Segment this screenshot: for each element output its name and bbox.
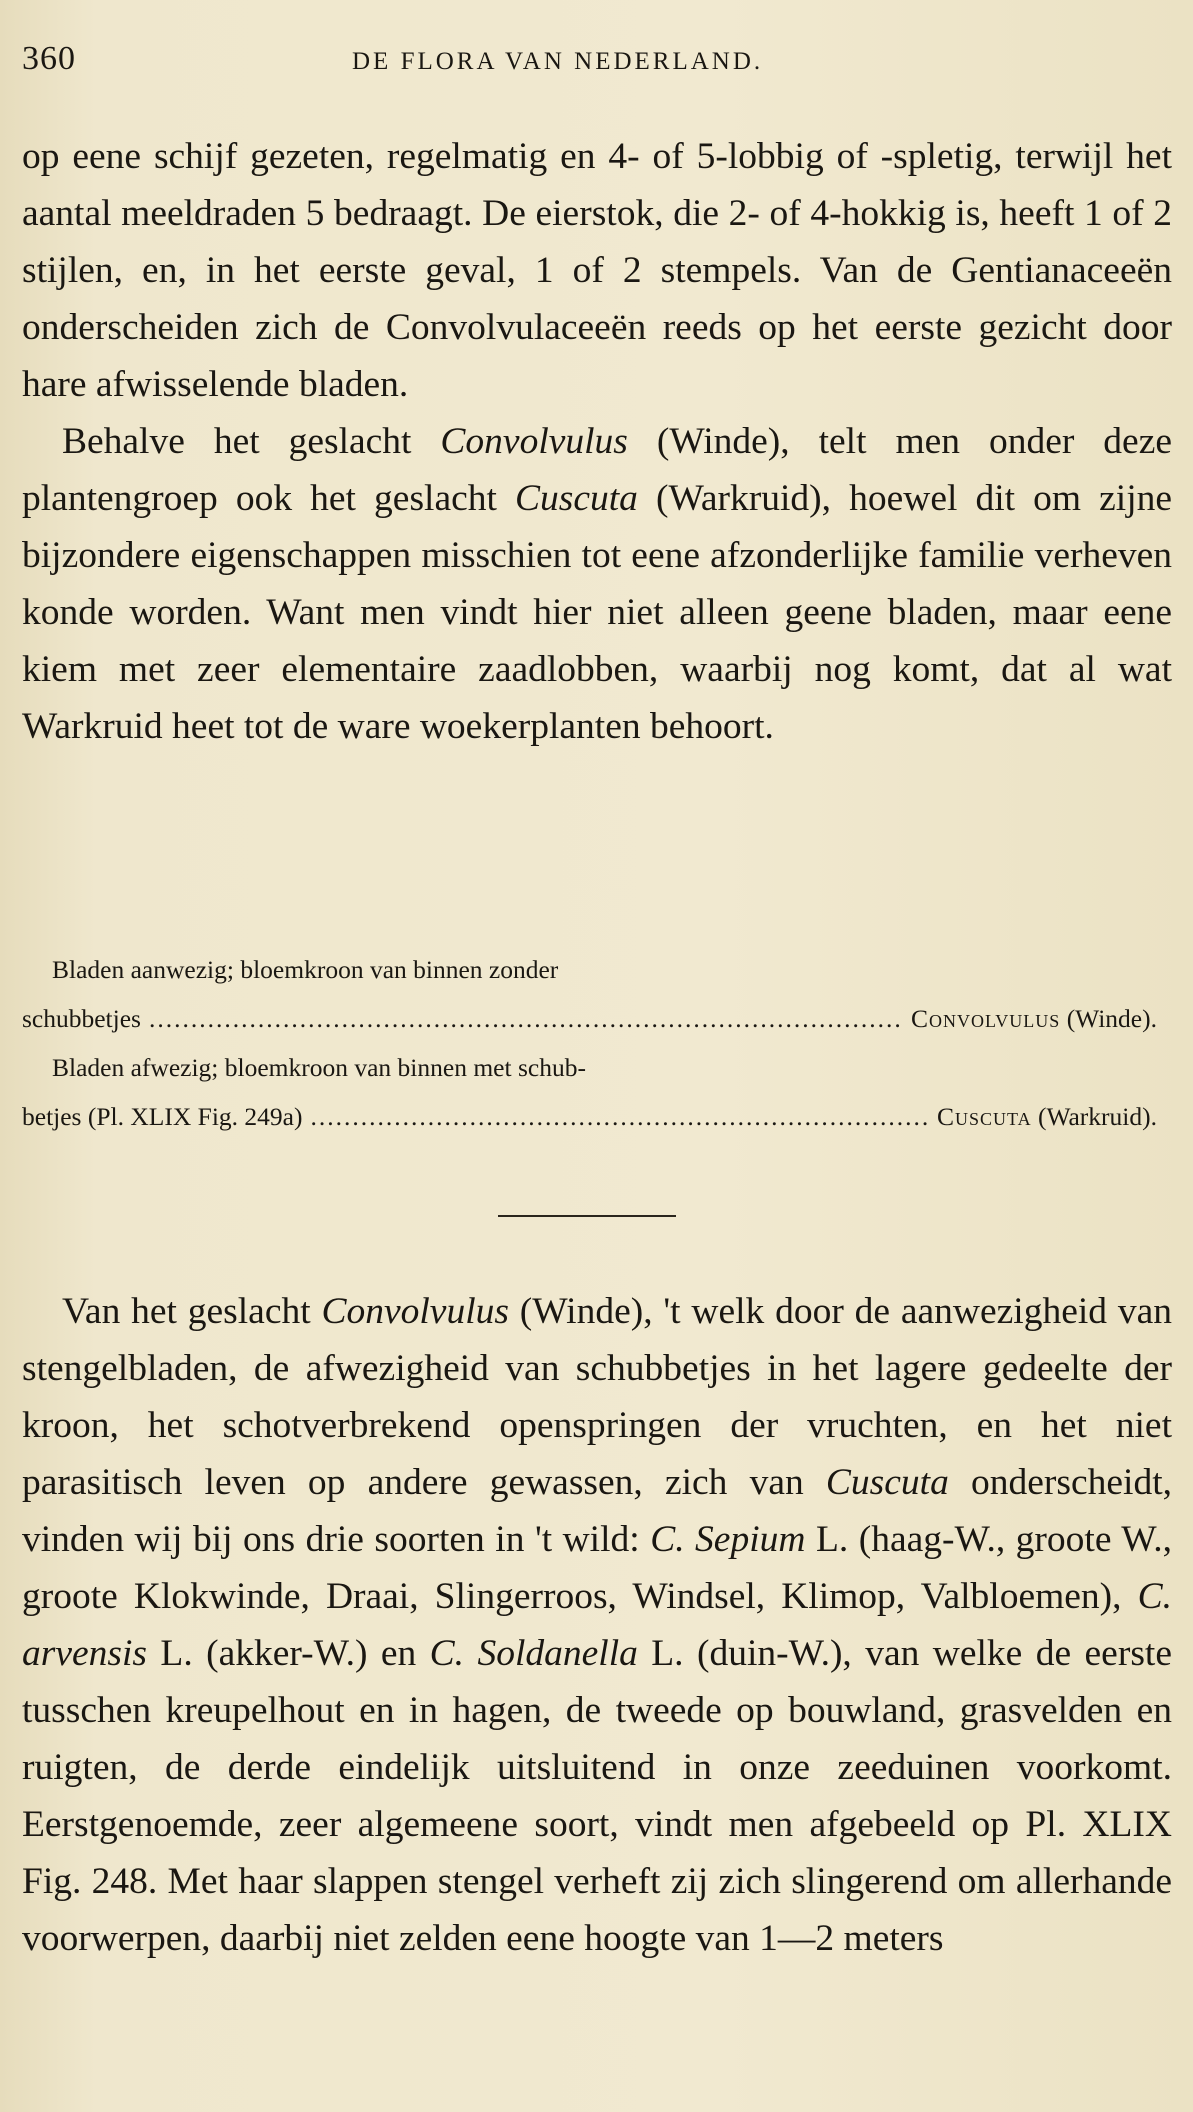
key-leader-dots [149, 994, 903, 1043]
genus-convolvulus: Convolvulus [440, 421, 628, 462]
paragraph-2 [22, 413, 1172, 755]
paragraph-3-text-e: L. (akker-W.) en [147, 1633, 430, 1674]
key-entry-1-text: Bladen aanwezig; bloemkroon van binnen zonder [52, 955, 559, 984]
paragraph-3-text-f: L. (duin-W.), van welke de eerste tusschen kreupelhout en in hagen, de tweede op bouwland, grasvelden en ruigten, de derde eindelijk uitsluitend in onze zeeduinen voorkomt. Eerstgenoemde, zeer algemeene soort, vindt men afgebeeld op Pl. XLIX Fig. 248. Met haar slappen stengel verheft zij zich slingerend om allerhande voorwerpen, daarbij niet zelden eene hoogte van 1—2 meters [22, 1633, 1172, 1959]
key-entry-2-text: Bladen afwezig; bloemkroon van binnen met schub- [52, 1053, 586, 1082]
key-genus-convolvulus: Convolvulus [910, 1004, 1061, 1033]
key-entry-2-continuation: betjes (Pl. XLIX Fig. 249a) [22, 1102, 303, 1131]
key-common-warkruid: (Warkruid). [1031, 1102, 1157, 1131]
section-divider [498, 1215, 676, 1217]
paragraph-3 [22, 1283, 1172, 1967]
species-c-sepium: C. Sepium [650, 1519, 806, 1560]
paragraph-1-text: op eene schijf gezeten, regelmatig en 4- of 5-lobbig of -spletig, terwijl het aantal meeldraden 5 bedraagt. De eierstok, die 2- of 4-hokkig is, heeft 1 of 2 stijlen, en, in het eerste geval, 1 of 2 stempels. Van de Gentianaceeën onderscheiden zich de Convolvulaceeën reeds op het eerste gezicht door hare afwisselende bladen. [22, 136, 1172, 405]
genus-convolvulus: Convolvulus [321, 1291, 509, 1332]
genus-cuscuta: Cuscuta [515, 478, 638, 519]
paragraph-2-text-b: (Winde), telt men onder deze plantengroep ook het geslacht [22, 421, 1172, 519]
text-block-intro [22, 128, 1172, 755]
text-block-species [22, 1283, 1172, 1967]
key-common-winde: (Winde). [1060, 1004, 1157, 1033]
paragraph-3-text-a: Van het geslacht [62, 1291, 322, 1332]
paragraph-3-text-c: onderscheidt, vinden wij bij ons drie soorten in 't wild: [22, 1462, 1172, 1560]
running-head: DE FLORA VAN NEDERLAND. [352, 48, 764, 75]
paragraph-2-text-c: (Warkruid), hoewel dit om zijne bijzondere eigenschappen misschien tot eene afzonderlijke familie verheven konde worden. Want men vindt hier niet alleen geene bladen, maar eene kiem met zeer elementaire zaadlobben, waarbij nog komt, dat al wat Warkruid heet tot de ware woekerplanten behoort. [22, 478, 1173, 747]
key-entry-1-line-2 [22, 994, 1157, 1043]
species-c-arvensis: C. arvensis [22, 1576, 1172, 1674]
paragraph-3-text-d: L. (haag-W., groote W., groote Klokwinde, Draai, Slingerroos, Windsel, Klimop, Valbloemen), [22, 1519, 1172, 1617]
key-entry-1-result [911, 994, 1157, 1043]
key-entry-1-line-1 [22, 945, 1157, 994]
species-c-soldanella: C. Soldanella [429, 1633, 638, 1674]
paragraph-3-text-b: (Winde), 't welk door de aanwezigheid van stengelbladen, de afwezigheid van schubbetjes in het lagere gedeelte der kroon, het schotverbrekend openspringen der vruchten, en het niet parasitisch leven op andere gewassen, zich van [22, 1291, 1172, 1503]
paragraph-2-text-a: Behalve het geslacht [62, 421, 441, 462]
key-entry-2-line-2 [22, 1092, 1157, 1141]
page-number: 360 [22, 40, 76, 77]
key-leader-dots [310, 1092, 929, 1141]
key-entry-1-continuation: schubbetjes [22, 1004, 141, 1033]
identification-key [22, 945, 1157, 1141]
page-header [22, 40, 1171, 90]
key-entry-2-result [937, 1092, 1157, 1141]
key-entry-2-line-1 [22, 1043, 1157, 1092]
key-genus-cuscuta: Cuscuta [937, 1102, 1032, 1131]
paragraph-1 [22, 128, 1172, 413]
genus-cuscuta: Cuscuta [825, 1462, 949, 1503]
